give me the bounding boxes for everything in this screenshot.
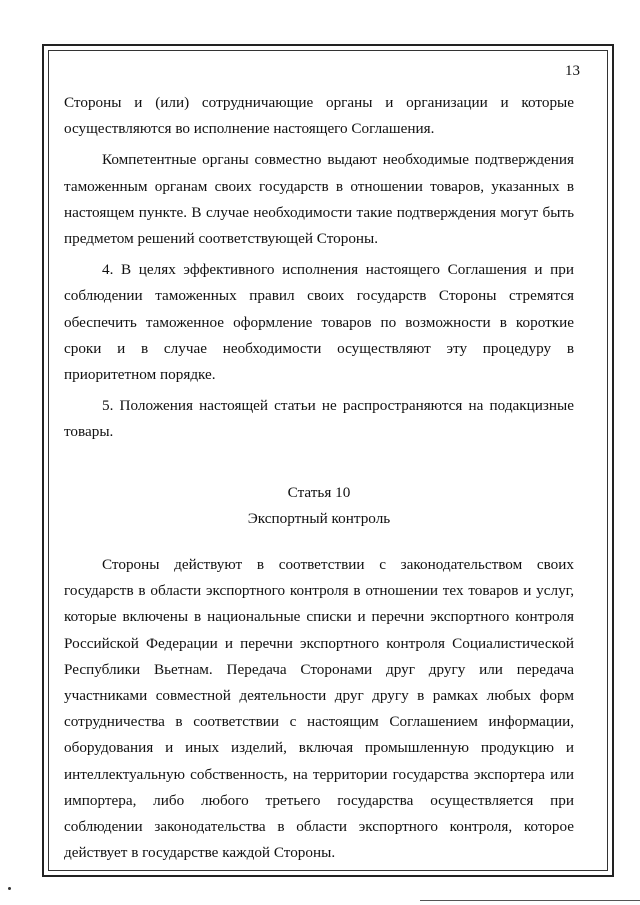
paragraph-confirmations: Компетентные органы совместно выдают необходимые подтверждения таможенным органам своих государств в отношении товаров, указанных в настоящем пункте. В случае необходимости такие подтверждения могут быть предметом решений соответствующей Стороны.: [64, 151, 574, 248]
article-number: Статья 10: [287, 483, 351, 501]
article-title: Экспортный контроль: [247, 509, 391, 527]
paragraph-item-4: 4. В целях эффективного исполнения настоящего Соглашения и при соблюдении таможенных правил своих государств Стороны стремятся обеспечить таможенное оформление товаров по возможности в короткие сроки и в случае необходимости осуществляют эту процедуру в приоритетном порядке.: [64, 261, 574, 384]
scan-edge-line: [420, 900, 640, 901]
paragraph-continuation: Стороны и (или) сотрудничающие органы и организации и которые осуществляются во исполнение настоящего Соглашения.: [64, 94, 574, 138]
page-number: 13: [565, 63, 580, 79]
document-body: [64, 90, 574, 866]
paragraph-item-5: 5. Положения настоящей статьи не распространяются на подакцизные товары.: [64, 397, 574, 441]
paragraph-export-control: Стороны действуют в соответствии с законодательством своих государств в области экспортного контроля в отношении тех товаров и услуг, которые включены в национальные списки и перечни экспортного контроля Российской Федерации и перечни экспортного контроля Социалистической Республики Вьетнам. Передача Сторонами друг другу или передача участниками совместной деятельности друг другу в рамках любых форм сотрудничества в соответствии с настоящим Соглашением информации, оборудования и иных изделий, включая промышленную продукцию и интеллектуальную собственность, на территории государства экспортера или импортера, либо любого третьего государства осуществляется при соблюдении законодательства в области экспортного контроля, которое действует в государстве каждой Стороны.: [64, 556, 574, 862]
article-heading: [64, 480, 574, 532]
scan-speck: [8, 887, 11, 890]
